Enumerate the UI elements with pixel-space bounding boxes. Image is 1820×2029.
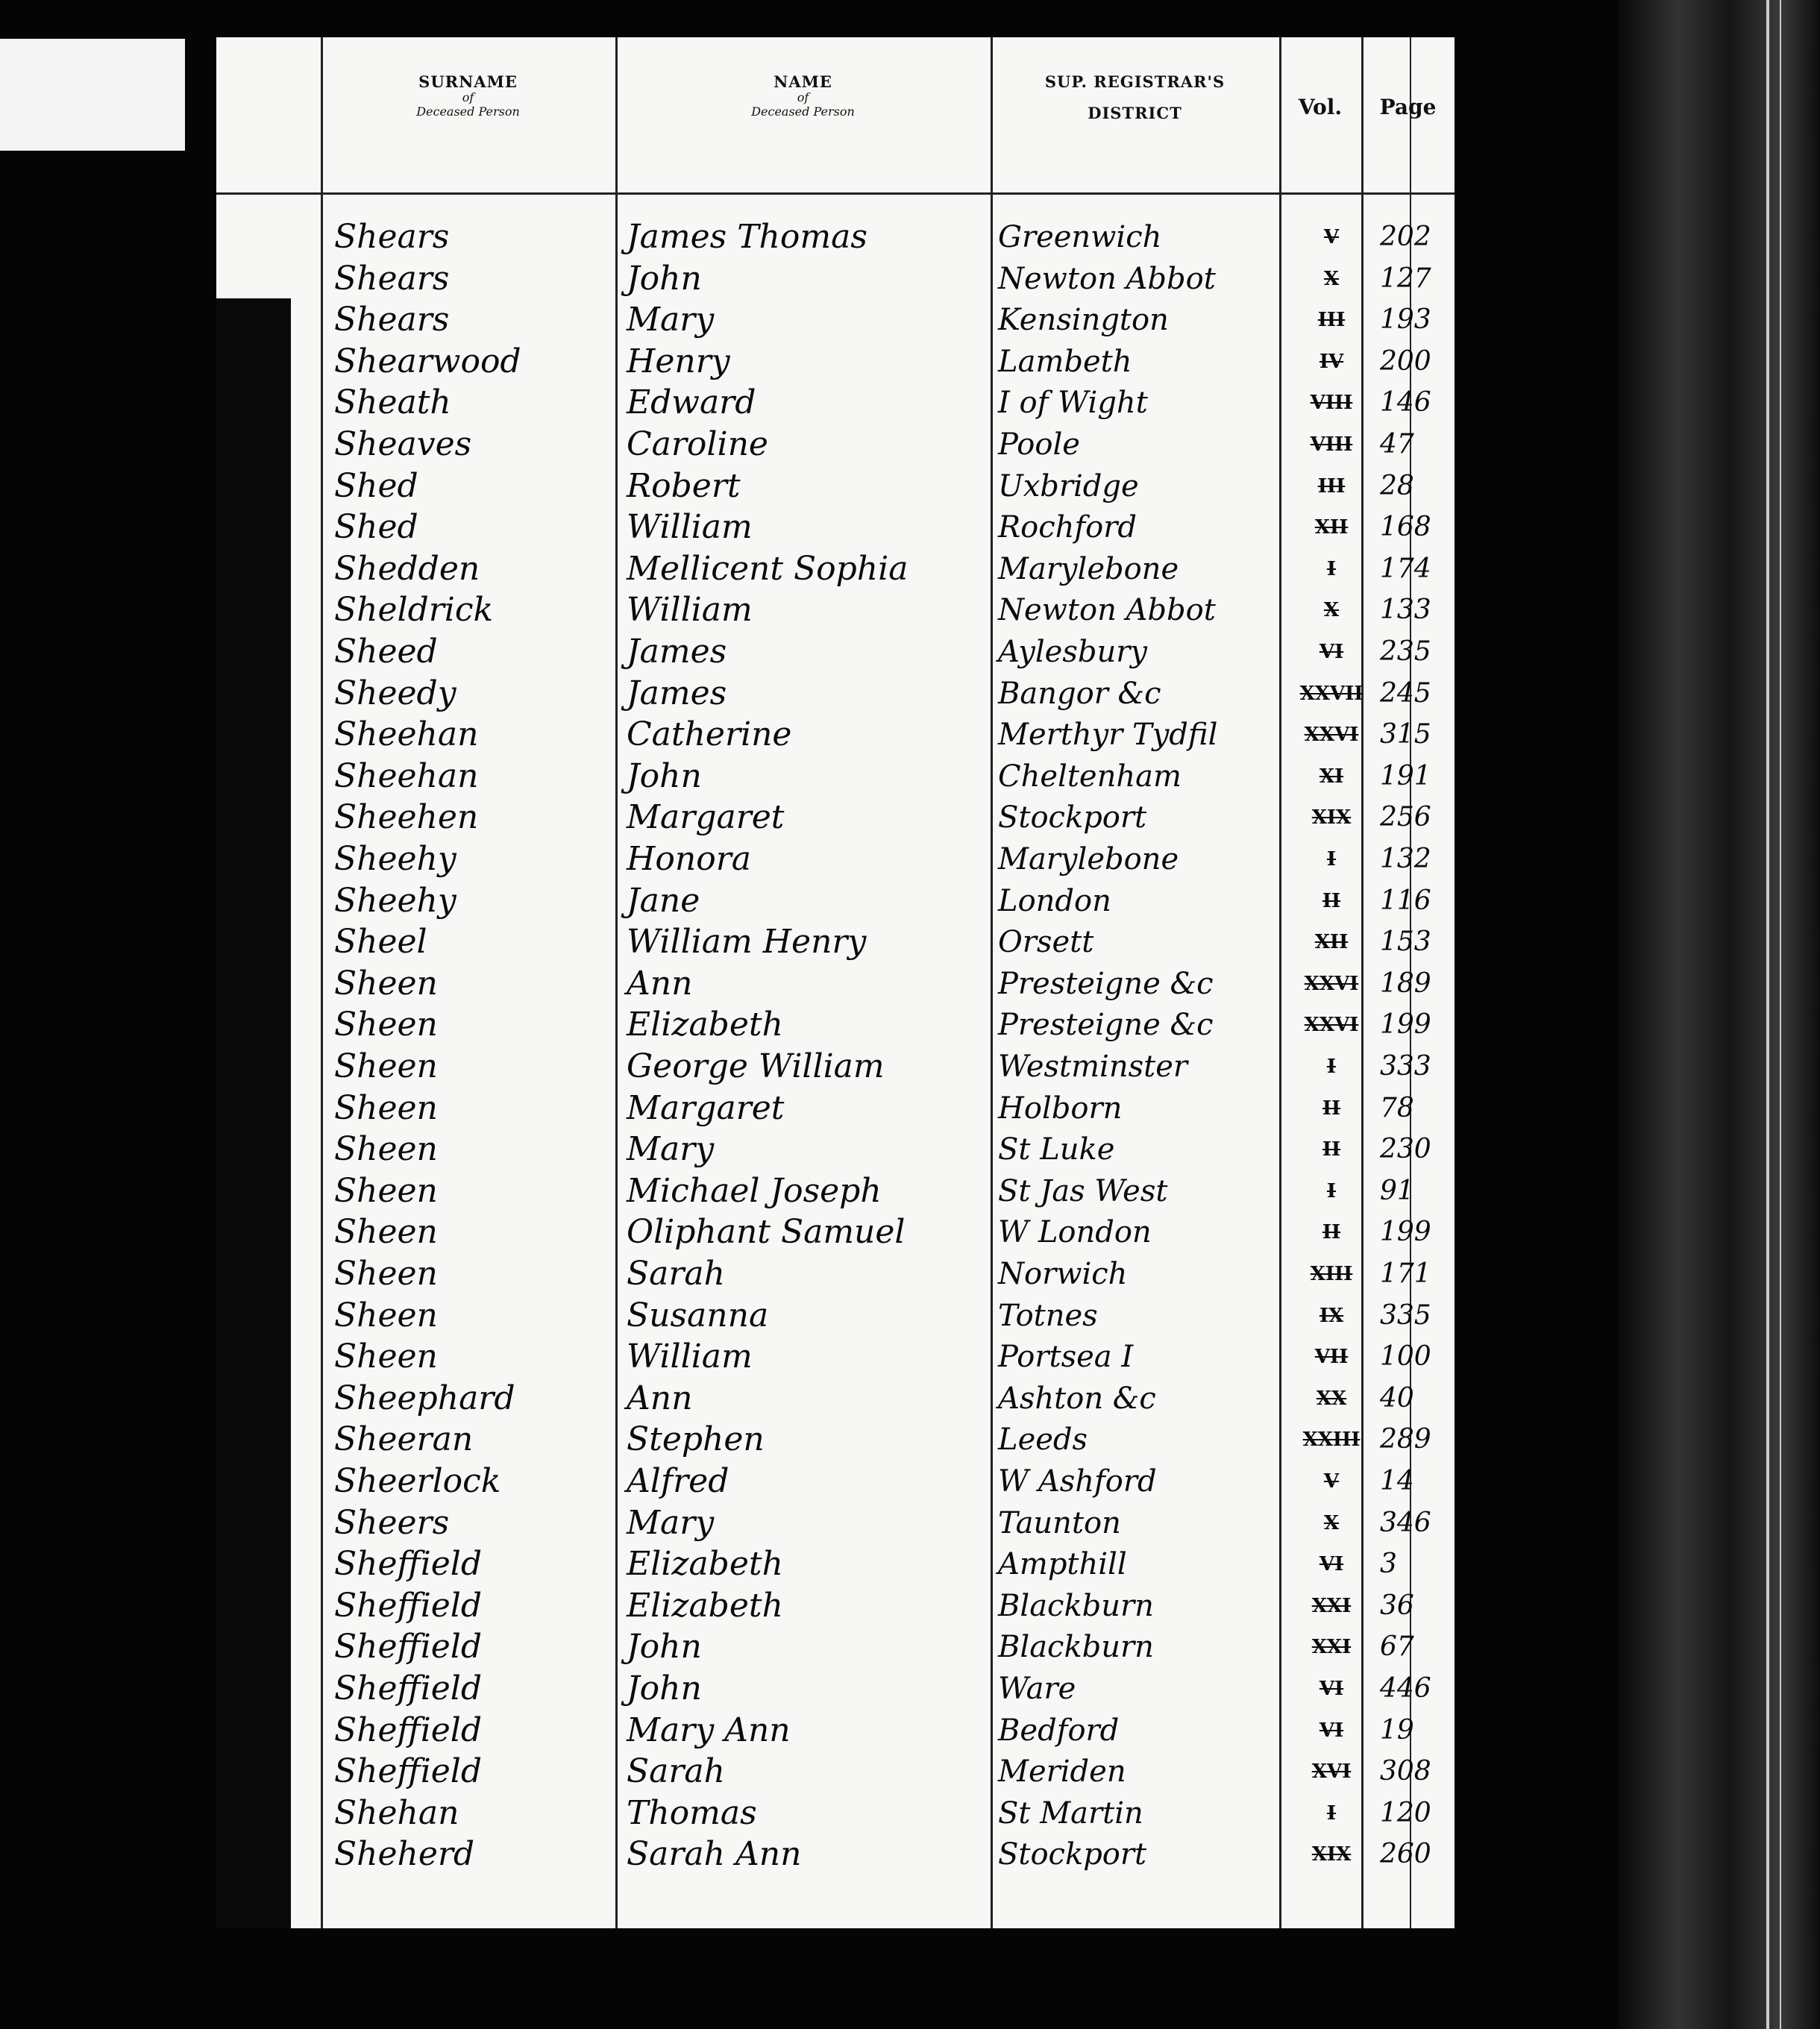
district-cell: I of Wight (998, 386, 1148, 421)
table-row (216, 921, 1455, 963)
surname-cell: Sheen (334, 1296, 438, 1335)
name-header-of: of (797, 90, 809, 105)
page-cell: 289 (1380, 1424, 1431, 1455)
district-cell: St Luke (998, 1132, 1115, 1167)
film-edge-line (1780, 0, 1781, 2029)
register-page (216, 37, 1455, 1928)
name-cell: Jane (627, 881, 700, 920)
page-cell: 47 (1380, 429, 1414, 460)
district-cell: Portsea I (998, 1340, 1134, 1375)
name-cell: William (627, 508, 753, 547)
district-cell: Marylebone (998, 551, 1179, 586)
name-cell: John (627, 259, 702, 298)
surname-cell: Sheffield (334, 1710, 483, 1749)
page-cell: 127 (1380, 263, 1431, 294)
table-row (216, 1004, 1455, 1046)
name-cell: William (627, 1337, 753, 1376)
page-cell: 28 (1380, 470, 1414, 501)
district-cell: Aylesbury (998, 635, 1147, 669)
name-cell: Catherine (627, 715, 792, 754)
table-row (216, 341, 1455, 383)
page-cell: 346 (1380, 1507, 1431, 1538)
vol-cell: V (1323, 226, 1340, 248)
vol-cell: XIX (1311, 806, 1352, 830)
page-cell: 133 (1380, 595, 1431, 626)
name-cell: Mary (627, 1130, 715, 1169)
surname-header-title: SURNAME (418, 72, 518, 91)
page-cell: 202 (1380, 222, 1431, 252)
surname-cell: Sheffield (334, 1628, 483, 1666)
table-row (216, 1211, 1455, 1253)
page-cell: 256 (1380, 802, 1431, 833)
district-header-line1: SUP. REGISTRAR'S (1044, 72, 1226, 91)
white-tab (0, 39, 185, 151)
district-cell: Stockport (998, 1837, 1147, 1872)
district-cell: W Ashford (998, 1464, 1157, 1499)
surname-cell: Sheerlock (334, 1462, 501, 1500)
table-row (216, 1170, 1455, 1212)
district-cell: Westminster (998, 1050, 1188, 1084)
page-cell: 315 (1380, 719, 1431, 750)
table-row (216, 1295, 1455, 1337)
name-cell: Mary (627, 301, 715, 339)
table-row (216, 1834, 1455, 1875)
name-cell: John (627, 756, 702, 795)
page-cell: 120 (1380, 1797, 1431, 1828)
table-row (216, 1129, 1455, 1170)
vol-cell: XXVI (1304, 1014, 1359, 1037)
table-row (216, 797, 1455, 838)
surname-header-of: of (462, 90, 474, 105)
surname-cell: Shearwood (334, 342, 521, 380)
page-cell: 3 (1380, 1549, 1397, 1580)
vol-cell: II (1322, 1221, 1341, 1244)
page-cell: 199 (1380, 1217, 1431, 1248)
district-cell: Norwich (998, 1257, 1128, 1291)
district-cell: Uxbridge (998, 468, 1139, 504)
vol-cell: VII (1314, 1346, 1349, 1369)
vol-cell: XXVI (1304, 724, 1359, 747)
surname-cell: Sheen (334, 1337, 438, 1376)
table-row (216, 216, 1455, 258)
vol-cell: II (1322, 1138, 1341, 1161)
surname-cell: Sheers (334, 1503, 450, 1542)
surname-cell: Sheehy (334, 840, 456, 878)
name-cell: Mary (627, 1503, 715, 1542)
page-cell: 168 (1380, 512, 1431, 543)
surname-cell: Sheen (334, 1130, 438, 1169)
vol-cell: VI (1319, 1719, 1344, 1742)
surname-cell: Sheen (334, 964, 438, 1003)
table-row (216, 1751, 1455, 1793)
name-cell: Robert (627, 466, 741, 505)
table-row (216, 1253, 1455, 1295)
district-cell: Greenwich (998, 220, 1162, 254)
vol-cell: I (1326, 848, 1337, 871)
name-cell: John (627, 1669, 702, 1707)
district-cell: Holborn (998, 1091, 1123, 1126)
name-cell: Alfred (627, 1462, 729, 1500)
table-row (216, 1710, 1455, 1752)
surname-cell: Sheedy (334, 674, 456, 712)
page-cell: 14 (1380, 1466, 1414, 1496)
table-row (216, 589, 1455, 631)
surname-cell: Sheen (334, 1255, 438, 1293)
name-cell: James (627, 633, 727, 671)
name-cell: Elizabeth (627, 1006, 783, 1044)
table-row (216, 838, 1455, 880)
film-edge-line (1766, 0, 1769, 2029)
surname-cell: Sheldrick (334, 591, 494, 630)
district-header-line2: DISTRICT (1088, 104, 1182, 123)
page-cell: 36 (1380, 1590, 1414, 1621)
vol-cell: I (1326, 1179, 1337, 1202)
table-row (216, 424, 1455, 465)
vol-cell: X (1323, 599, 1340, 622)
vol-cell: X (1323, 267, 1340, 290)
page-cell: 260 (1380, 1839, 1431, 1870)
name-cell: Sarah (627, 1255, 725, 1293)
name-cell: Caroline (627, 425, 768, 463)
name-cell: John (627, 1628, 702, 1666)
vol-cell: II (1322, 1097, 1341, 1120)
surname-cell: Sheaves (334, 425, 472, 463)
vol-cell: VIII (1310, 433, 1353, 456)
table-row (216, 299, 1455, 341)
district-cell: W London (998, 1215, 1152, 1250)
vol-cell: XXVII (1299, 682, 1364, 705)
surname-cell: Sheehy (334, 881, 456, 920)
surname-cell: Sheen (334, 1171, 438, 1210)
vol-cell: XIX (1311, 1843, 1352, 1866)
vol-cell: XIII (1310, 1263, 1353, 1285)
name-header (615, 73, 991, 119)
vol-cell: I (1326, 557, 1337, 580)
surname-header (321, 73, 615, 119)
table-row (216, 1502, 1455, 1544)
district-cell: Blackburn (998, 1588, 1154, 1623)
table-row (216, 507, 1455, 548)
district-cell: Ampthill (998, 1547, 1127, 1582)
page-cell: 446 (1380, 1673, 1431, 1704)
district-cell: Cheltenham (998, 759, 1182, 794)
surname-cell: Sheed (334, 633, 438, 671)
page-cell: 19 (1380, 1714, 1414, 1746)
surname-cell: Sheen (334, 1047, 438, 1085)
vol-cell: IX (1319, 1304, 1344, 1327)
surname-cell: Sheffield (334, 1669, 483, 1707)
district-cell: Totnes (998, 1298, 1098, 1333)
page-cell: 200 (1380, 345, 1431, 377)
page-cell: 333 (1380, 1051, 1431, 1082)
surname-cell: Sheen (334, 1088, 438, 1127)
surname-cell: Shed (334, 508, 418, 547)
vol-cell: III (1317, 309, 1346, 332)
district-cell: Stockport (998, 800, 1147, 835)
name-cell: Elizabeth (627, 1586, 783, 1625)
page-cell: 116 (1380, 885, 1431, 916)
page-cell: 132 (1380, 844, 1431, 874)
name-cell: Michael Joseph (627, 1171, 882, 1210)
page-cell: 100 (1380, 1341, 1431, 1373)
page-cell: 153 (1380, 926, 1431, 958)
district-cell: Kensington (998, 303, 1169, 338)
vol-cell: XII (1314, 516, 1349, 539)
name-cell: James Thomas (627, 218, 867, 256)
name-cell: Stephen (627, 1420, 765, 1459)
surname-cell: Shears (334, 301, 450, 339)
surname-header-sub: Deceased Person (416, 104, 520, 119)
table-row (216, 1626, 1455, 1668)
district-cell: Ashton &c (998, 1381, 1156, 1416)
surname-cell: Sheen (334, 1006, 438, 1044)
vol-cell: I (1326, 1801, 1337, 1825)
district-cell: Taunton (998, 1505, 1121, 1540)
surname-cell: Shed (334, 466, 418, 505)
name-cell: George William (627, 1047, 885, 1085)
vol-cell: X (1323, 1511, 1340, 1534)
name-cell: Oliphant Samuel (627, 1213, 906, 1252)
table-row (216, 548, 1455, 590)
name-cell: Honora (627, 840, 751, 878)
surname-cell: Shears (334, 218, 450, 256)
table-row (216, 382, 1455, 424)
table-row (216, 963, 1455, 1005)
district-cell: Marylebone (998, 842, 1179, 876)
district-header (991, 73, 1279, 122)
name-cell: Mellicent Sophia (627, 549, 909, 588)
district-cell: Blackburn (998, 1630, 1154, 1665)
page-cell: 40 (1380, 1382, 1414, 1414)
surname-cell: Sheeran (334, 1420, 474, 1459)
surname-cell: Shedden (334, 549, 480, 588)
table-row (216, 1461, 1455, 1502)
name-cell: Margaret (627, 798, 785, 837)
district-cell: Meriden (998, 1754, 1126, 1790)
vol-cell: XII (1314, 931, 1349, 954)
page-cell: 193 (1380, 304, 1431, 336)
page-cell: 171 (1380, 1258, 1431, 1289)
vol-cell: V (1323, 1470, 1340, 1493)
district-cell: London (998, 883, 1111, 918)
surname-cell: Sheen (334, 1213, 438, 1252)
district-cell: Merthyr Tydfil (998, 718, 1218, 753)
vol-cell: III (1317, 474, 1346, 498)
page-cell: 199 (1380, 1009, 1431, 1041)
name-cell: William Henry (627, 923, 867, 962)
vol-cell: XXIII (1302, 1429, 1361, 1452)
vol-cell: XX (1316, 1387, 1347, 1410)
vol-cell: VIII (1310, 392, 1353, 415)
surname-cell: Sheel (334, 923, 427, 962)
page-cell: 308 (1380, 1756, 1431, 1787)
page-cell: 335 (1380, 1299, 1431, 1331)
table-row (216, 1793, 1455, 1834)
district-cell: Orsett (998, 925, 1094, 960)
surname-cell: Sheehen (334, 798, 479, 837)
table-row (216, 673, 1455, 715)
district-cell: Presteigne &c (998, 966, 1214, 1001)
table-row (216, 1585, 1455, 1627)
vol-cell: IV (1319, 350, 1344, 373)
table-row (216, 1046, 1455, 1088)
district-cell: Newton Abbot (998, 593, 1216, 628)
table-row (216, 631, 1455, 673)
district-cell: Poole (998, 427, 1080, 462)
table-row (216, 1543, 1455, 1585)
surname-cell: Sheffield (334, 1586, 483, 1625)
name-cell: Ann (627, 964, 693, 1003)
table-row (216, 880, 1455, 922)
page-cell: 230 (1380, 1134, 1431, 1165)
table-row (216, 1336, 1455, 1378)
name-header-title: NAME (774, 72, 832, 91)
name-cell: William (627, 591, 753, 630)
name-cell: Thomas (627, 1793, 757, 1832)
page-cell: 91 (1380, 1175, 1414, 1206)
name-cell: Elizabeth (627, 1545, 783, 1584)
film-edge-right (1619, 0, 1820, 2029)
vol-header: Vol. (1298, 95, 1343, 119)
name-cell: Margaret (627, 1088, 785, 1127)
district-cell: St Jas West (998, 1173, 1168, 1208)
surname-cell: Shears (334, 259, 450, 298)
district-cell: Lambeth (998, 344, 1132, 379)
vol-cell: I (1326, 1056, 1337, 1078)
table-row (216, 714, 1455, 756)
page-cell: 78 (1380, 1092, 1414, 1123)
table-row (216, 756, 1455, 797)
vol-cell: VI (1319, 1553, 1344, 1576)
vol-cell: XXVI (1304, 972, 1359, 995)
surname-cell: Shehan (334, 1793, 459, 1832)
name-header-sub: Deceased Person (751, 104, 855, 119)
name-cell: Sarah (627, 1752, 725, 1791)
surname-cell: Sheephard (334, 1379, 515, 1417)
vol-cell: VI (1319, 1678, 1344, 1700)
vol-cell: XI (1319, 765, 1344, 788)
district-cell: Ware (998, 1672, 1076, 1706)
surname-cell: Sheffield (334, 1752, 483, 1791)
name-cell: Mary Ann (627, 1710, 791, 1749)
table-row (216, 465, 1455, 507)
name-cell: Ann (627, 1379, 693, 1417)
surname-cell: Sheffield (334, 1545, 483, 1584)
page-cell: 174 (1380, 553, 1431, 584)
page-header: Page (1379, 95, 1437, 119)
vol-cell: VI (1319, 641, 1344, 663)
name-cell: Edward (627, 383, 756, 422)
header-rule (216, 192, 1455, 195)
vol-cell: II (1322, 889, 1341, 912)
district-cell: Leeds (998, 1423, 1088, 1458)
district-cell: St Martin (998, 1796, 1143, 1831)
name-cell: Sarah Ann (627, 1835, 802, 1874)
name-cell: James (627, 674, 727, 712)
page-cell: 67 (1380, 1631, 1414, 1663)
district-cell: Newton Abbot (998, 261, 1216, 296)
district-cell: Rochford (998, 510, 1137, 545)
table-row (216, 1088, 1455, 1129)
surname-cell: Sheehan (334, 715, 479, 754)
page-cell: 245 (1380, 677, 1431, 709)
name-cell: Henry (627, 342, 730, 380)
district-cell: Bedford (998, 1713, 1120, 1748)
page-cell: 146 (1380, 387, 1431, 418)
surname-cell: Sheherd (334, 1835, 475, 1874)
vol-cell: XXI (1311, 1636, 1352, 1659)
name-cell: Susanna (627, 1296, 769, 1335)
table-row (216, 1419, 1455, 1461)
page-cell: 235 (1380, 636, 1431, 667)
table-row (216, 258, 1455, 300)
surname-cell: Sheath (334, 383, 451, 422)
district-cell: Bangor &c (998, 676, 1161, 711)
vol-cell: XXI (1311, 1594, 1352, 1617)
page-cell: 191 (1380, 760, 1431, 791)
vol-cell: XVI (1311, 1760, 1352, 1784)
table-row (216, 1668, 1455, 1710)
district-cell: Presteigne &c (998, 1008, 1214, 1043)
surname-cell: Sheehan (334, 756, 479, 795)
page-cell: 189 (1380, 968, 1431, 999)
table-row (216, 1378, 1455, 1420)
